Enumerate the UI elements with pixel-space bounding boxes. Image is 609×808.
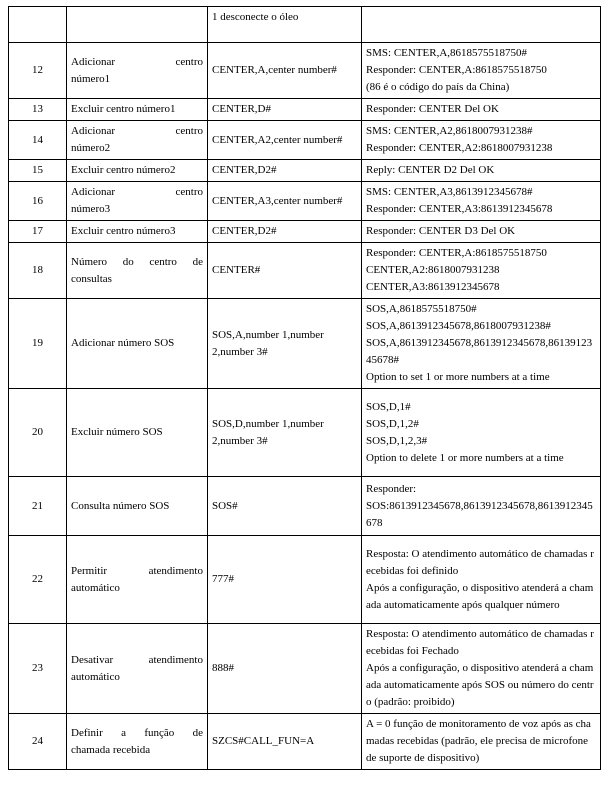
description-line: Número do centro de [71,255,203,268]
row-response [362,714,601,770]
response-line: CENTER,A2:8618007931238 [366,264,500,276]
table-row [9,299,601,389]
row-response [362,243,601,299]
description-line: Excluir centro número3 [71,225,176,237]
row-response [362,121,601,160]
row-description [67,624,208,714]
response-line: Option to set 1 or more numbers at a time [366,371,550,383]
command-table [8,6,601,770]
row-number: 16 [9,182,67,221]
table-row [9,182,601,221]
row-description [67,99,208,121]
row-response [362,99,601,121]
row-response [362,182,601,221]
description-line: Adicionar número SOS [71,337,175,349]
row-number: 14 [9,121,67,160]
row-number: 20 [9,389,67,477]
response-line: (86 é o código do país da China) [366,81,510,93]
table-row [9,243,601,299]
row-command: CENTER,D2# [208,160,362,182]
response-line: SOS:8613912345678,8613912345678,8613912345678 [366,499,593,529]
row-description [67,536,208,624]
row-number: 17 [9,221,67,243]
table-row [9,714,601,770]
response-line: Resposta: O atendimento automático de chamadas recebidas foi Fechado [366,628,594,657]
command-fragment: 1 desconecte o óleo [212,11,299,23]
description-line: automático [71,581,120,594]
row-command: CENTER,D2# [208,221,362,243]
response-line: Resposta: O atendimento automático de chamadas recebidas foi definido [366,547,594,577]
row-command: CENTER,A3,center number# [208,182,362,221]
row-description [67,714,208,770]
response-line: Option to delete 1 or more numbers at a time [366,451,564,464]
response-line: Responder: CENTER,A:8618575518750 [366,247,547,259]
description-line: Adicionar centro [71,125,203,137]
response-line: SOS,A,8613912345678,8618007931238# [366,320,551,332]
description-cell [67,7,208,43]
response-line: SMS: CENTER,A3,8613912345678# [366,186,533,198]
description-line: Definir a função de [71,726,203,739]
row-command: SOS,D,number 1,number 2,number 3# [208,389,362,477]
description-line: Adicionar centro [71,55,203,68]
row-response [362,43,601,99]
row-description [67,221,208,243]
row-command: CENTER# [208,243,362,299]
table-row [9,389,601,477]
row-command: SOS,A,number 1,number 2,number 3# [208,299,362,389]
response-line: SOS,D,1,2# [366,417,419,430]
row-description [67,477,208,536]
description-line: número3 [71,203,111,215]
table-row [9,99,601,121]
description-line: automático [71,670,120,683]
row-command: 777# [208,536,362,624]
row-description [67,182,208,221]
row-number: 24 [9,714,67,770]
description-line: número1 [71,72,111,85]
command-cell [208,7,362,43]
table-row [9,160,601,182]
row-command: SZCS#CALL_FUN=A [208,714,362,770]
row-response [362,299,601,389]
table-row [9,536,601,624]
response-line: SOS,D,1,2,3# [366,434,428,447]
row-response [362,160,601,182]
row-response [362,221,601,243]
row-number: 12 [9,43,67,99]
response-line: SOS,A,8613912345678,8613912345678,8613912345678# [366,337,593,366]
table-row [9,624,601,714]
row-command: CENTER,D# [208,99,362,121]
response-line: Responder: CENTER,A:8618575518750 [366,64,547,76]
row-command: SOS# [208,477,362,536]
description-line: Permitir atendimento [71,564,203,577]
description-line: Excluir centro número2 [71,164,176,176]
description-line: Adicionar centro [71,186,203,198]
row-description [67,389,208,477]
table-row [9,43,601,99]
description-line: chamada recebida [71,743,151,756]
description-line: Excluir número SOS [71,426,163,438]
response-line: SOS,A,8618575518750# [366,303,477,315]
row-command: 888# [208,624,362,714]
row-description [67,299,208,389]
response-line: A = 0 função de monitoramento de voz após as chamadas recebidas (padrão, ele precisa de microfone de suporte de dispositivo) [366,718,591,764]
row-number: 19 [9,299,67,389]
row-response [362,624,601,714]
row-number: 23 [9,624,67,714]
response-line: Responder: CENTER,A2:8618007931238 [366,142,553,154]
description-line: Consulta número SOS [71,499,170,512]
row-description [67,121,208,160]
response-line: SOS,D,1# [366,400,411,413]
row-response [362,389,601,477]
description-line: Desativar atendimento [71,653,203,666]
response-line: Responder: CENTER D3 Del OK [366,225,516,237]
command-table-body [9,7,601,770]
response-line: CENTER,A3:8613912345678 [366,281,500,293]
row-description [67,160,208,182]
description-line: consultas [71,272,112,285]
row-response [362,477,601,536]
row-number: 21 [9,477,67,536]
row-number: 18 [9,243,67,299]
row-number: 15 [9,160,67,182]
number-cell [9,7,67,43]
response-line: Após a configuração, o dispositivo atenderá a chamada automaticamente após qualquer número [366,581,594,611]
response-line: Após a configuração, o dispositivo atenderá a chamada automaticamente após SOS ou número do centro (padrão: proibido) [366,662,594,708]
description-line: número2 [71,142,111,154]
response-line: Responder: CENTER,A3:8613912345678 [366,203,553,215]
table-row [9,221,601,243]
row-number: 13 [9,99,67,121]
response-line: Responder: [366,482,417,495]
row-description [67,243,208,299]
response-line: SMS: CENTER,A2,8618007931238# [366,125,533,137]
command-table-container [8,6,601,770]
row-response [362,536,601,624]
row-command: CENTER,A,center number# [208,43,362,99]
table-row [9,7,601,43]
row-command: CENTER,A2,center number# [208,121,362,160]
response-line: Reply: CENTER D2 Del OK [366,164,495,176]
row-description [67,43,208,99]
response-cell [362,7,601,43]
table-row [9,477,601,536]
response-line: Responder: CENTER Del OK [366,103,499,115]
table-row [9,121,601,160]
row-number: 22 [9,536,67,624]
response-line: SMS: CENTER,A,8618575518750# [366,47,528,59]
description-line: Excluir centro número1 [71,103,176,115]
